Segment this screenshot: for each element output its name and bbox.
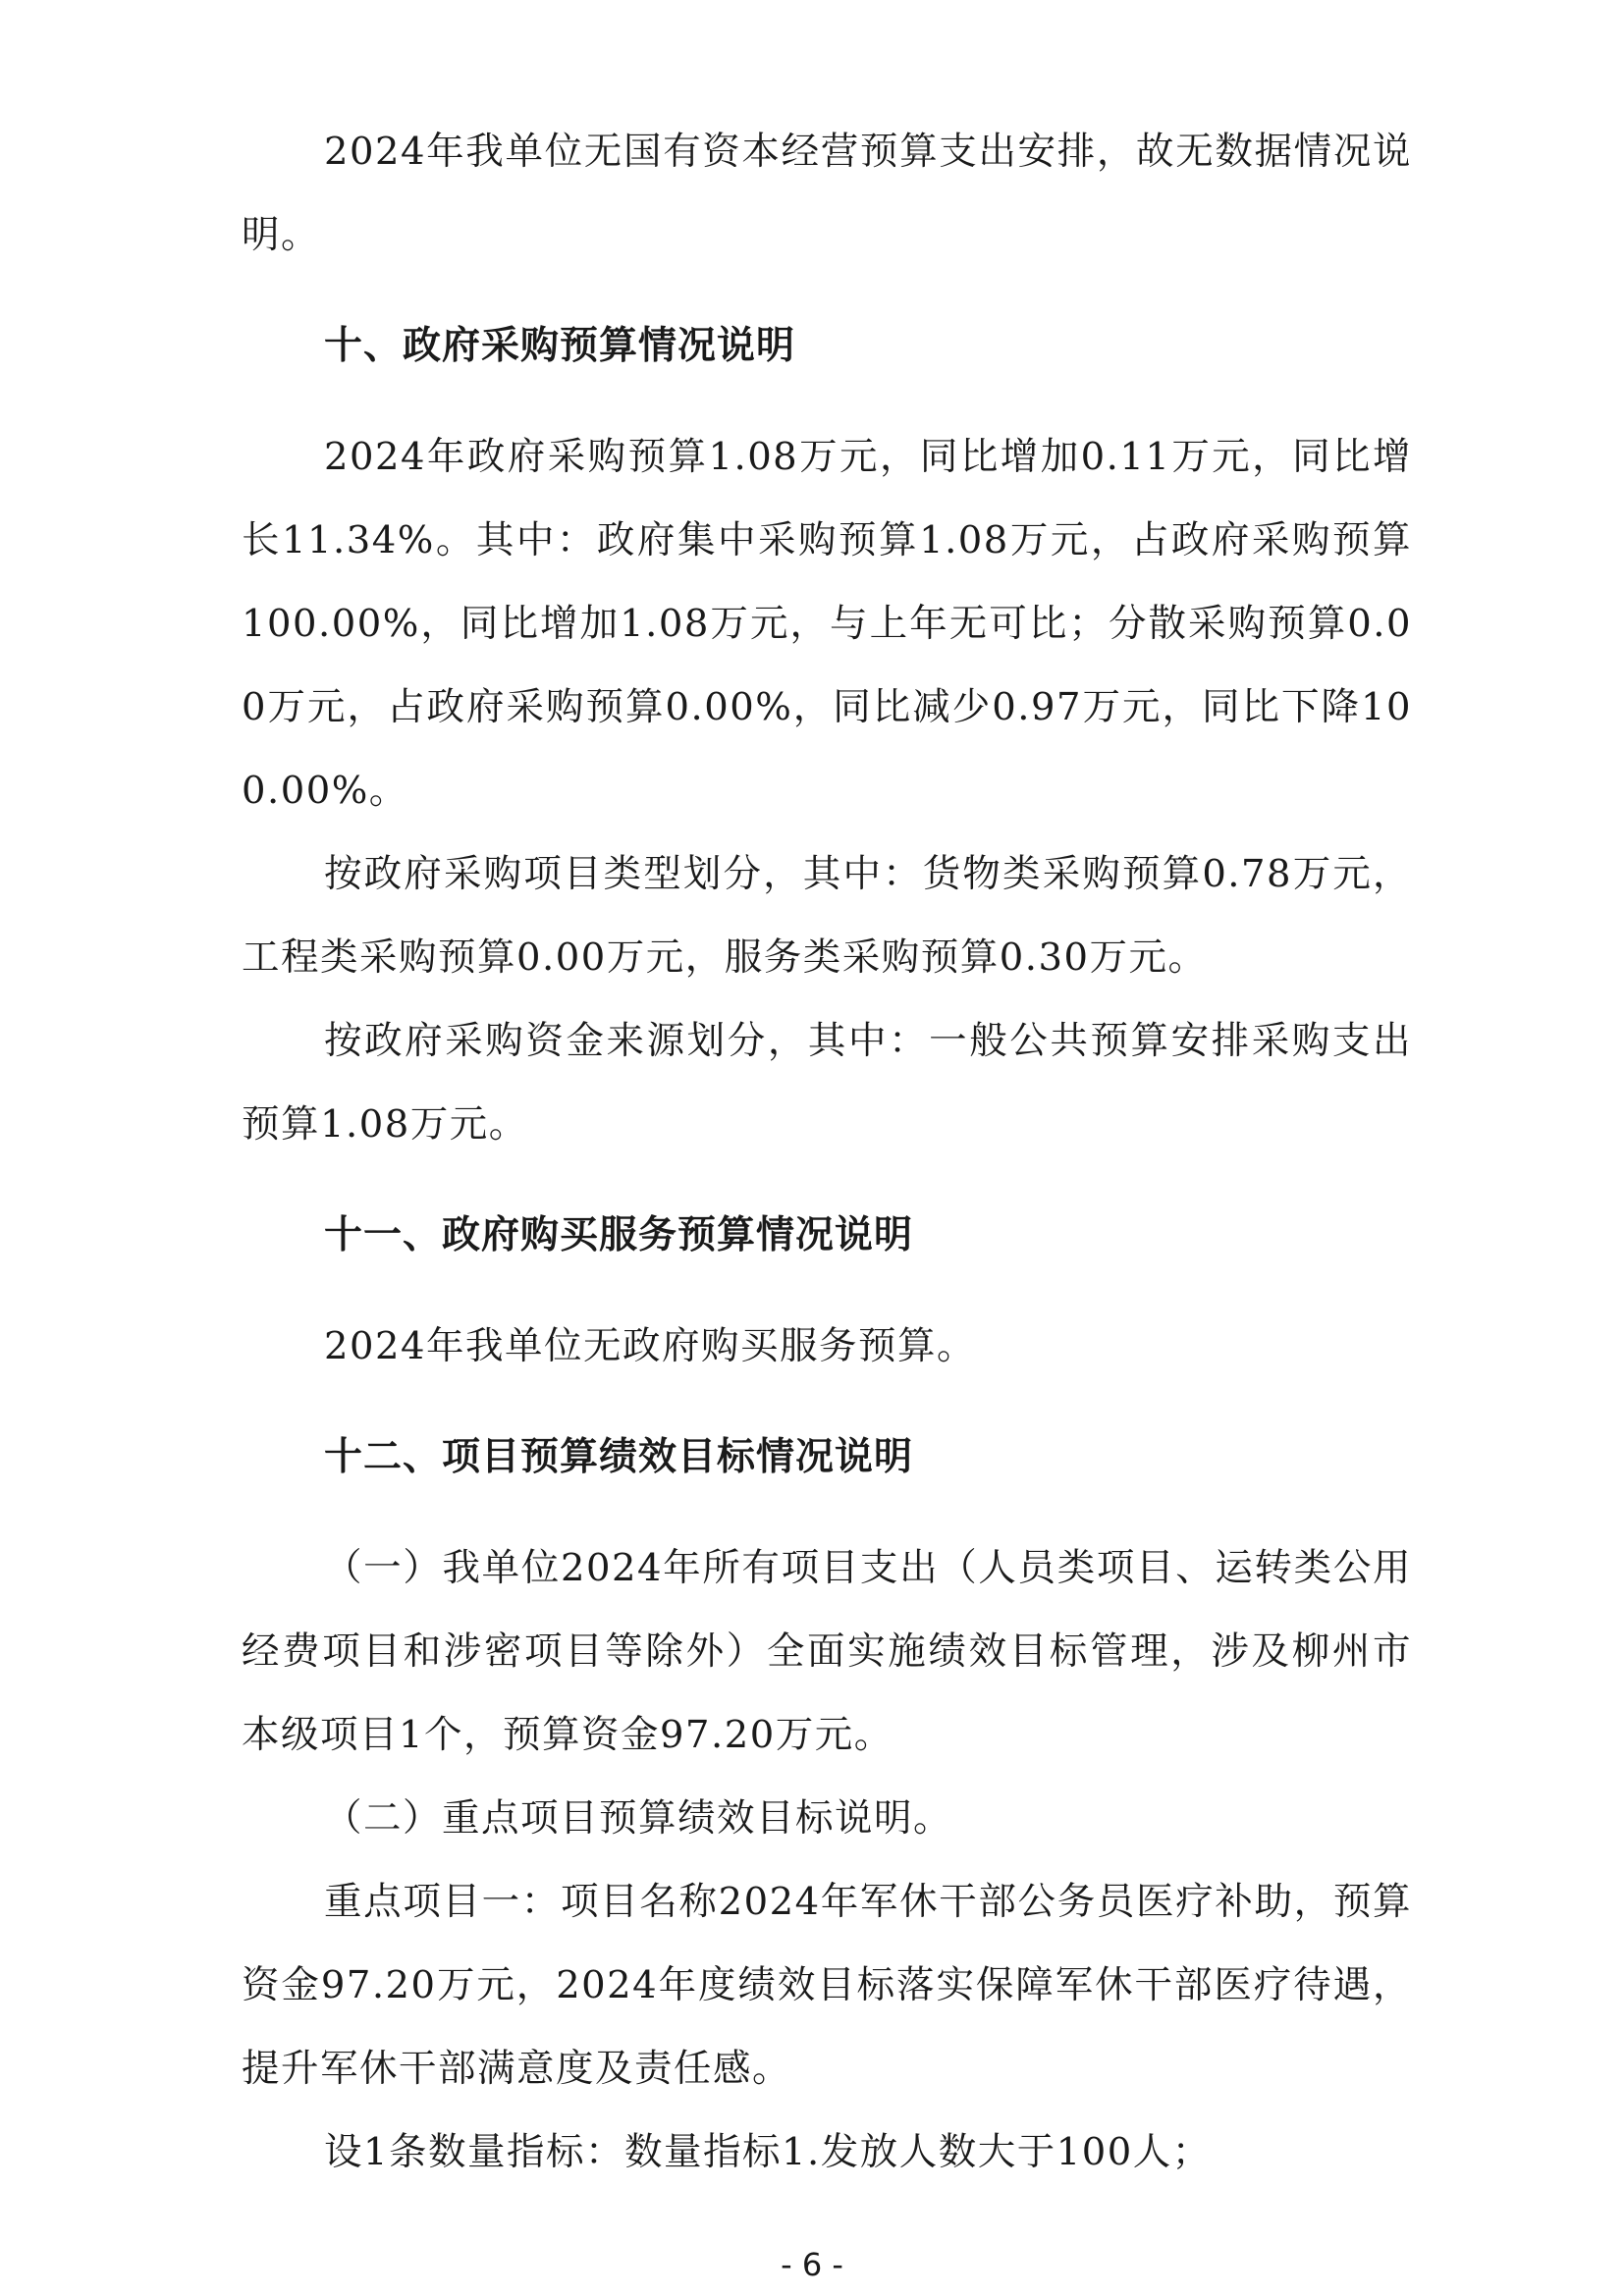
- paragraph-quantity-indicator: 设1条数量指标：数量指标1.发放人数大于100人；: [324, 2130, 1212, 2174]
- page-number: - 6 -: [781, 2246, 843, 2283]
- paragraph-procurement-by-source: 按政府采购资金来源划分，其中：一般公共预算安排采购支出预算1.08万元。: [242, 1019, 1412, 1147]
- heading-government-procurement: 十、政府采购预算情况说明: [324, 324, 796, 368]
- paragraph-procurement-budget: 2024年政府采购预算1.08万元，同比增加0.11万元，同比增长11.34%。其中：政府集中采购预算1.08万元，占政府采购预算100.00%，同比增加1.08万元，与上年无可比；分散采购预算0.00万元，占政府采购预算0.00%，同比减少0.97万元，同比下降100.00%。: [242, 435, 1412, 813]
- paragraph-key-project-one: 重点项目一：项目名称2024年军休干部公务员医疗补助，预算资金97.20万元，2024年度绩效目标落实保障军休干部医疗待遇，提升军休干部满意度及责任感。: [242, 1880, 1412, 2091]
- paragraph-no-purchase-services: 2024年我单位无政府购买服务预算。: [324, 1324, 976, 1368]
- document-body: [242, 110, 1412, 2194]
- paragraph-no-state-capital-budget: 2024年我单位无国有资本经营预算支出安排，故无数据情况说明。: [242, 130, 1412, 257]
- paragraph-performance-management: （一）我单位2024年所有项目支出（人员类项目、运转类公用经费项目和涉密项目等除外）全面实施绩效目标管理，涉及柳州市本级项目1个，预算资金97.20万元。: [242, 1546, 1412, 1757]
- heading-performance-targets: 十二、项目预算绩效目标情况说明: [324, 1435, 914, 1479]
- paragraph-procurement-by-type: 按政府采购项目类型划分，其中：货物类采购预算0.78万元，工程类采购预算0.00万元，服务类采购预算0.30万元。: [242, 852, 1412, 980]
- paragraph-key-project-intro: （二）重点项目预算绩效目标说明。: [324, 1796, 953, 1841]
- heading-purchase-services: 十一、政府购买服务预算情况说明: [324, 1213, 914, 1257]
